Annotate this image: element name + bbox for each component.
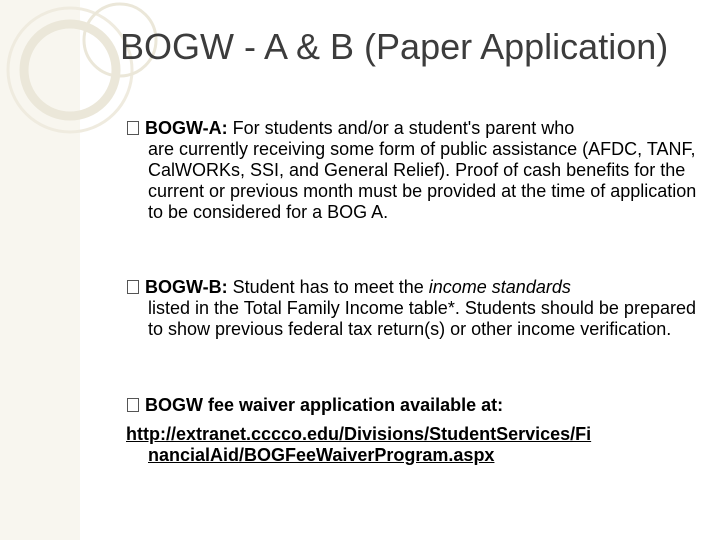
- slide-title: BOGW - A & B (Paper Application): [120, 26, 669, 67]
- bullet-application-link: [127, 395, 707, 416]
- link-line-2: nancialAid/BOGFeeWaiverProgram.aspx: [148, 445, 495, 465]
- bullet-box-icon: [127, 280, 139, 294]
- bullet-text: Student has to meet the: [227, 277, 429, 297]
- application-link[interactable]: [126, 424, 706, 466]
- application-link-block: [126, 424, 706, 466]
- bullet-box-icon: [127, 121, 139, 135]
- bullet-term: BOGW-A:: [145, 118, 228, 138]
- bullet-bogw-a: [127, 118, 707, 223]
- bullet-text-continued: are currently receiving some form of public assistance (AFDC, TANF, CalWORKs, SSI, and General Relief). Proof of cash benefits for the current or previous month must be provided at the time of application to be considered for a BOG A.: [148, 139, 697, 222]
- bullet-text: For students and/or a student's parent who: [227, 118, 575, 138]
- bullet-box-icon: [127, 398, 139, 412]
- bullet-text-continued: listed in the Total Family Income table*. Students should be prepared to show previous federal tax return(s) or other income verification.: [148, 298, 696, 339]
- bullet-term: BOGW-B:: [145, 277, 228, 297]
- bullet-text: BOGW fee waiver application available at:: [145, 395, 504, 415]
- link-line-1: http://extranet.cccco.edu/Divisions/StudentServices/Fi: [126, 424, 592, 444]
- bullet-bogw-b: [127, 277, 707, 340]
- bullet-emphasis: income standards: [428, 277, 571, 297]
